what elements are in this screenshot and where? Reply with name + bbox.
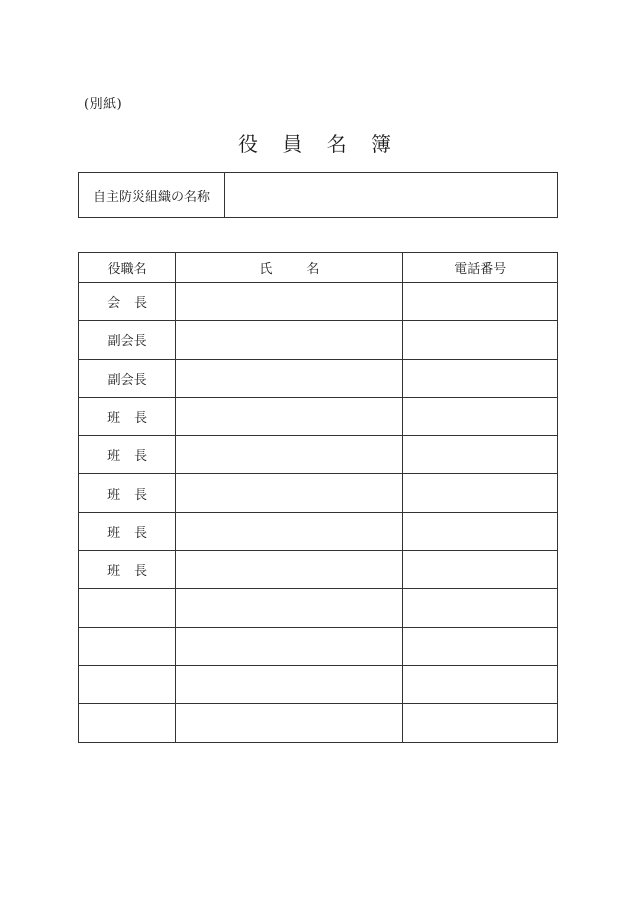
table-row — [79, 474, 558, 512]
phone-cell[interactable] — [403, 436, 558, 474]
role-cell[interactable] — [79, 474, 176, 512]
role-cell[interactable] — [79, 436, 176, 474]
role-text: 長 — [134, 487, 148, 503]
title-char: 役 — [237, 132, 259, 156]
role-text: 班 — [107, 411, 121, 427]
phone-cell[interactable] — [403, 359, 558, 397]
table-row — [79, 321, 558, 359]
name-cell[interactable] — [176, 627, 403, 665]
name-cell[interactable] — [176, 397, 403, 435]
phone-cell[interactable] — [403, 551, 558, 589]
role-text: 班 — [107, 487, 121, 503]
title-char: 員 — [282, 132, 304, 156]
title-char: 簿 — [371, 132, 393, 156]
header-name-char: 氏 — [259, 262, 273, 277]
name-cell[interactable] — [176, 283, 403, 321]
table-row — [79, 283, 558, 321]
table-row — [79, 436, 558, 474]
table-row — [79, 665, 558, 703]
officer-roster-table — [78, 252, 558, 743]
role-text: 長 — [134, 525, 148, 541]
role-text: 長 — [134, 449, 148, 465]
role-text: 副会長 — [107, 334, 147, 350]
role-text: 副会長 — [107, 372, 147, 388]
page-title — [0, 128, 630, 157]
phone-cell[interactable] — [403, 512, 558, 550]
table-row — [79, 627, 558, 665]
organization-name-table — [78, 172, 558, 218]
role-cell[interactable] — [79, 551, 176, 589]
header-name — [176, 253, 403, 283]
table-row — [79, 589, 558, 627]
header-name-char: 名 — [306, 262, 320, 277]
phone-cell[interactable] — [403, 627, 558, 665]
table-header-row — [79, 253, 558, 283]
phone-cell[interactable] — [403, 704, 558, 742]
role-text: 班 — [107, 449, 121, 465]
table-row — [79, 551, 558, 589]
role-text: 班 — [107, 525, 121, 541]
role-text: 長 — [134, 296, 148, 312]
title-char: 名 — [326, 132, 348, 156]
name-cell[interactable] — [176, 474, 403, 512]
role-text: 長 — [134, 564, 148, 580]
name-cell[interactable] — [176, 359, 403, 397]
phone-cell[interactable] — [403, 474, 558, 512]
phone-cell[interactable] — [403, 665, 558, 703]
phone-cell[interactable] — [403, 321, 558, 359]
table-row — [79, 359, 558, 397]
header-role: 役職名 — [79, 253, 176, 283]
table-row — [79, 704, 558, 742]
role-cell[interactable] — [79, 589, 176, 627]
name-cell[interactable] — [176, 589, 403, 627]
name-cell[interactable] — [176, 512, 403, 550]
role-text: 会 — [107, 296, 121, 312]
role-cell[interactable] — [79, 321, 176, 359]
table-row — [79, 512, 558, 550]
name-cell[interactable] — [176, 436, 403, 474]
organization-name-label: 自主防災組織の名称 — [79, 173, 225, 217]
role-cell[interactable] — [79, 665, 176, 703]
name-cell[interactable] — [176, 665, 403, 703]
role-cell[interactable] — [79, 359, 176, 397]
role-cell[interactable] — [79, 397, 176, 435]
name-cell[interactable] — [176, 551, 403, 589]
phone-cell[interactable] — [403, 397, 558, 435]
role-cell[interactable] — [79, 283, 176, 321]
phone-cell[interactable] — [403, 589, 558, 627]
role-text: 長 — [134, 411, 148, 427]
table-row — [79, 397, 558, 435]
name-cell[interactable] — [176, 704, 403, 742]
role-cell[interactable] — [79, 627, 176, 665]
organization-name-field[interactable] — [225, 173, 557, 217]
name-cell[interactable] — [176, 321, 403, 359]
role-cell[interactable] — [79, 704, 176, 742]
header-phone: 電話番号 — [403, 253, 558, 283]
role-text: 班 — [107, 564, 121, 580]
attachment-note: (別紙) — [84, 97, 123, 112]
role-cell[interactable] — [79, 512, 176, 550]
phone-cell[interactable] — [403, 283, 558, 321]
